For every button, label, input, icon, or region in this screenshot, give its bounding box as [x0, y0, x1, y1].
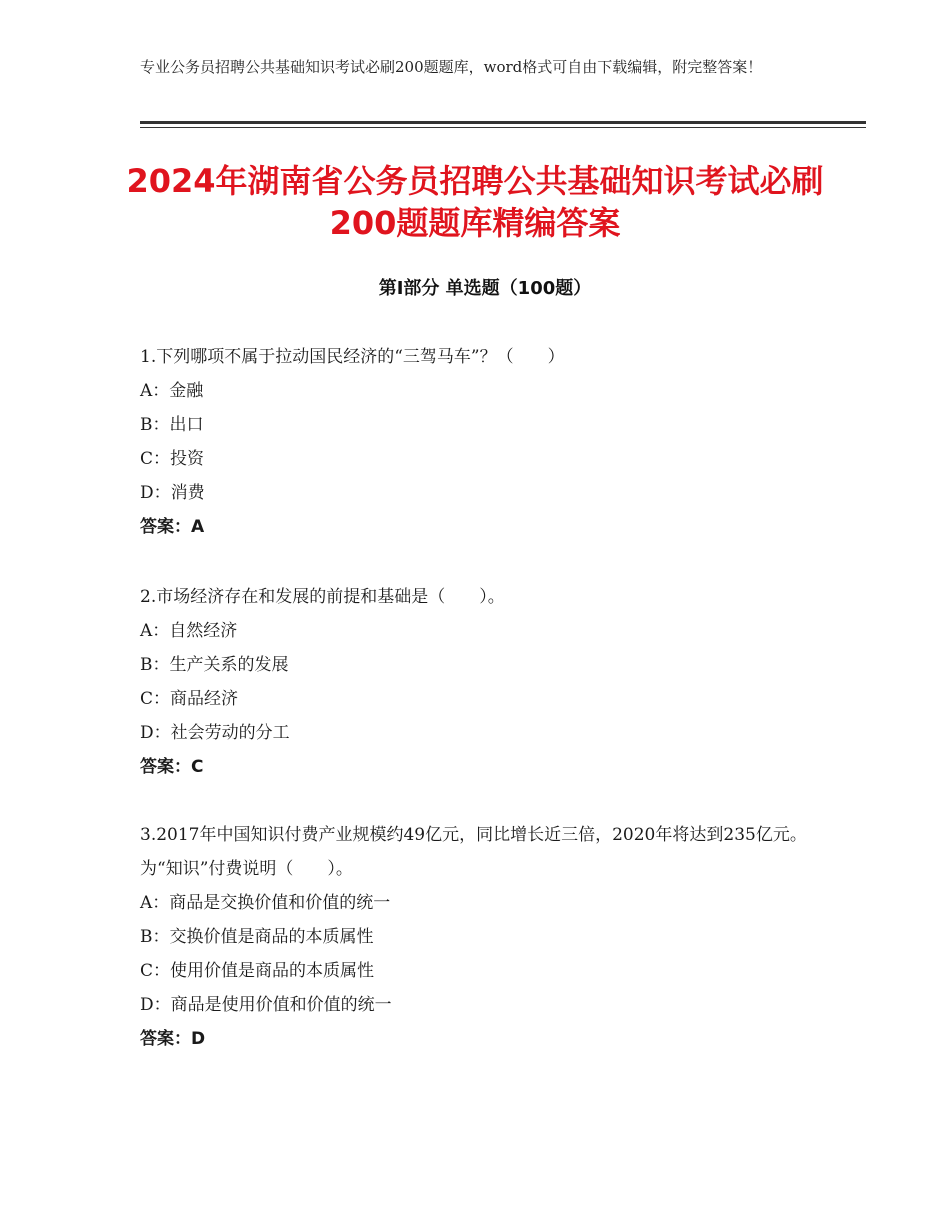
answer: 答案：A: [140, 517, 205, 537]
option-d: D：社会劳动的分工: [140, 723, 290, 743]
question-2: [140, 580, 820, 784]
option-c: C：商品经济: [140, 689, 239, 709]
option-c: C：投资: [140, 449, 205, 469]
option-a: A：自然经济: [140, 621, 238, 641]
option-a: A：金融: [140, 381, 204, 401]
question-stem: 2.市场经济存在和发展的前提和基础是（ ）。: [140, 587, 505, 607]
answer: 答案：D: [140, 1029, 206, 1049]
option-b: B：交换价值是商品的本质属性: [140, 927, 374, 947]
option-c: C：使用价值是商品的本质属性: [140, 961, 375, 981]
header-rule-thin: [140, 127, 866, 128]
document-title: 2024年湖南省公务员招聘公共基础知识考试必刷200题题库精编答案: [126, 162, 824, 242]
question-stem: 3.2017年中国知识付费产业规模约49亿元，同比增长近三倍，2020年将达到235亿元。为“知识”付费说明（ ）。: [140, 825, 807, 879]
header-note: 专业公务员招聘公共基础知识考试必刷200题题库，word格式可自由下载编辑，附完整答案！: [140, 58, 763, 76]
option-a: A：商品是交换价值和价值的统一: [140, 893, 391, 913]
question-1: [140, 340, 820, 544]
option-b: B：出口: [140, 415, 204, 435]
question-3: [140, 818, 820, 1056]
answer: 答案：C: [140, 757, 204, 777]
question-stem: 1.下列哪项不属于拉动国民经济的“三驾马车”？（ ）: [140, 347, 565, 367]
section-title: 第Ⅰ部分 单选题（100题）: [378, 278, 592, 299]
option-b: B：生产关系的发展: [140, 655, 289, 675]
option-d: D：商品是使用价值和价值的统一: [140, 995, 392, 1015]
header-rule-thick: [140, 121, 866, 124]
option-d: D：消费: [140, 483, 205, 503]
